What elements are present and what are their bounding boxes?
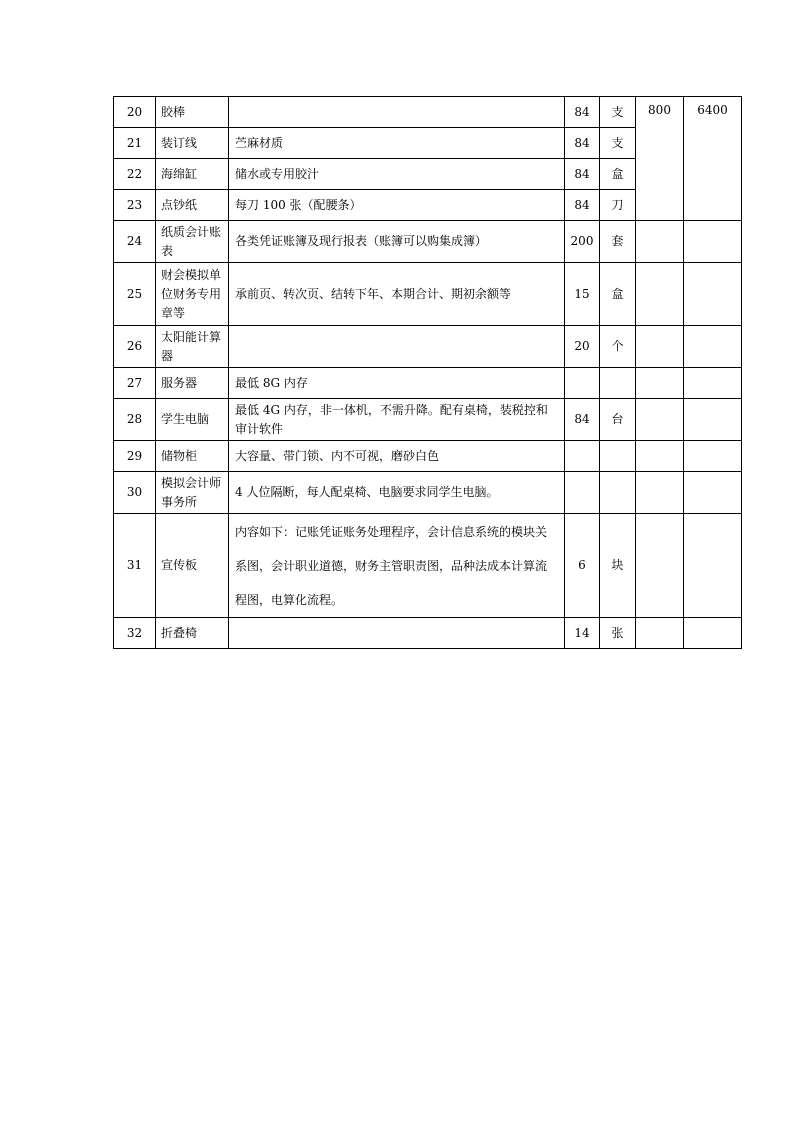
total-price [684,441,742,472]
total-price [684,514,742,618]
item-spec [229,618,565,649]
row-number: 30 [114,472,156,514]
row-number: 20 [114,97,156,128]
item-name: 太阳能计算器 [156,326,229,368]
item-spec: 苎麻材质 [229,128,565,159]
item-spec: 每刀 100 张（配腰条） [229,190,565,221]
item-unit: 台 [600,399,636,441]
item-quantity [565,368,600,399]
item-name: 点钞纸 [156,190,229,221]
equipment-table [113,96,742,649]
table-row [114,399,742,441]
row-number: 27 [114,368,156,399]
total-price [684,326,742,368]
table-row [114,514,742,618]
row-number: 22 [114,159,156,190]
row-number: 25 [114,263,156,326]
item-unit [600,368,636,399]
item-name: 装订线 [156,128,229,159]
item-quantity: 15 [565,263,600,326]
item-name: 胶棒 [156,97,229,128]
row-number: 23 [114,190,156,221]
total-price [684,221,742,263]
item-spec: 4 人位隔断，每人配桌椅、电脑要求同学生电脑。 [229,472,565,514]
item-name: 折叠椅 [156,618,229,649]
item-unit: 支 [600,128,636,159]
item-name: 储物柜 [156,441,229,472]
unit-price [636,514,684,618]
unit-price [636,326,684,368]
item-unit: 个 [600,326,636,368]
item-quantity [565,472,600,514]
table-row [114,263,742,326]
item-unit: 盒 [600,263,636,326]
unit-price [636,399,684,441]
item-quantity: 84 [565,190,600,221]
row-number: 21 [114,128,156,159]
item-spec: 各类凭证账簿及现行报表（账簿可以购集成簿） [229,221,565,263]
unit-price [636,263,684,326]
item-name: 海绵缸 [156,159,229,190]
total-price [684,263,742,326]
row-number: 31 [114,514,156,618]
total-price [684,618,742,649]
item-unit [600,441,636,472]
item-spec [229,326,565,368]
item-name: 财会模拟单位财务专用章等 [156,263,229,326]
row-number: 28 [114,399,156,441]
total-price [684,472,742,514]
item-spec: 内容如下：记账凭证账务处理程序，会计信息系统的模块关系图，会计职业道德，财务主管职责图，品种法成本计算流程图，电算化流程。 [229,514,565,618]
item-spec: 储水或专用胶汁 [229,159,565,190]
table-row [114,618,742,649]
item-unit: 张 [600,618,636,649]
item-spec: 最低 8G 内存 [229,368,565,399]
item-quantity: 6 [565,514,600,618]
unit-price [636,441,684,472]
table-row [114,326,742,368]
table-row [114,221,742,263]
item-spec: 承前页、转次页、结转下年、本期合计、期初余额等 [229,263,565,326]
item-spec: 最低 4G 内存，非一体机，不需升降。配有桌椅，装税控和审计软件 [229,399,565,441]
table-row [114,472,742,514]
item-name: 服务器 [156,368,229,399]
item-spec [229,97,565,128]
item-unit: 盒 [600,159,636,190]
total-price [684,368,742,399]
item-unit: 套 [600,221,636,263]
item-quantity: 84 [565,399,600,441]
item-unit [600,472,636,514]
item-name: 模拟会计师事务所 [156,472,229,514]
item-quantity: 84 [565,97,600,128]
item-unit: 刀 [600,190,636,221]
item-quantity: 14 [565,618,600,649]
unit-price [636,368,684,399]
item-unit: 块 [600,514,636,618]
item-quantity: 84 [565,128,600,159]
row-number: 32 [114,618,156,649]
row-number: 29 [114,441,156,472]
unit-price [636,618,684,649]
item-quantity [565,441,600,472]
item-name: 宣传板 [156,514,229,618]
item-quantity: 200 [565,221,600,263]
row-number: 24 [114,221,156,263]
item-name: 纸质会计账表 [156,221,229,263]
unit-price [636,472,684,514]
item-quantity: 20 [565,326,600,368]
table-row [114,97,742,128]
table-row [114,441,742,472]
item-quantity: 84 [565,159,600,190]
row-number: 26 [114,326,156,368]
total-price [684,399,742,441]
total-price: 6400 [684,97,742,221]
item-spec: 大容量、带门锁、内不可视，磨砂白色 [229,441,565,472]
unit-price: 800 [636,97,684,221]
item-name: 学生电脑 [156,399,229,441]
table-row [114,368,742,399]
item-unit: 支 [600,97,636,128]
unit-price [636,221,684,263]
